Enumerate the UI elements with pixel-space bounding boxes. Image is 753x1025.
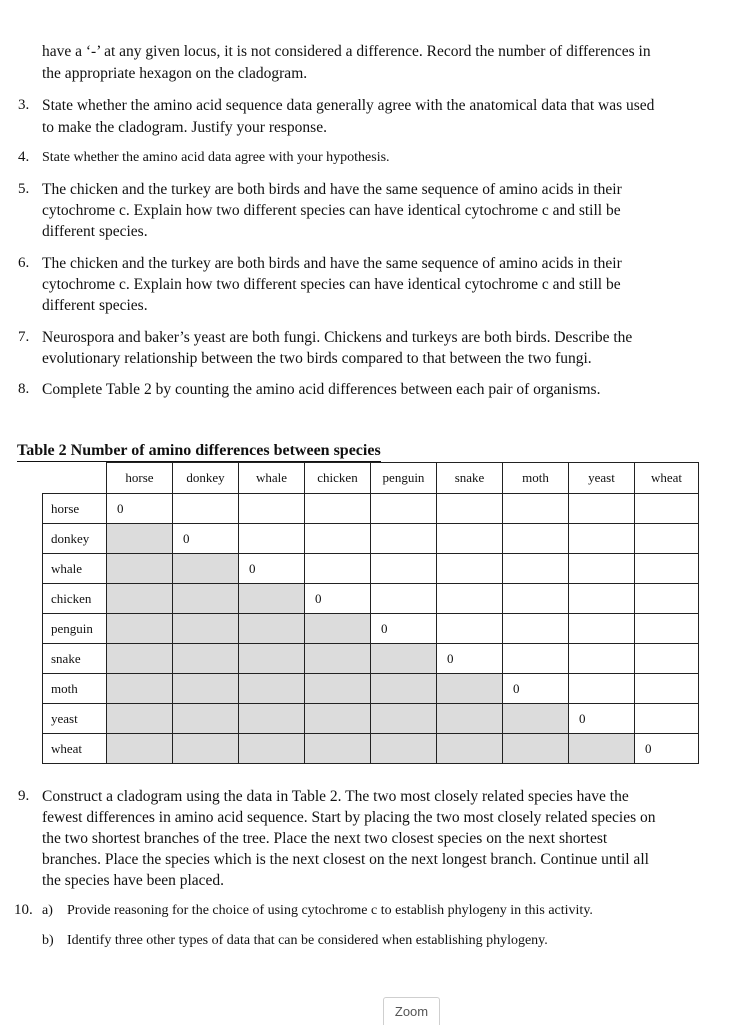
table-row [43,524,699,554]
row-header: wheat [43,734,107,764]
shaded-cell [239,614,305,644]
empty-answer-cell[interactable] [635,704,699,734]
question-9-line-1: Construct a cladogram using the data in Table 2. The two most closely related species have the [42,788,629,805]
shaded-cell [107,734,173,764]
empty-answer-cell[interactable] [173,494,239,524]
question-9-line-3: the two shortest branches of the tree. Place the next two closest species on the next shortest [42,830,608,847]
shaded-cell [107,674,173,704]
empty-answer-cell[interactable] [371,554,437,584]
empty-answer-cell[interactable] [569,524,635,554]
table-row [43,614,699,644]
empty-answer-cell[interactable] [371,524,437,554]
question-8-line-1: Complete Table 2 by counting the amino acid differences between each pair of organisms. [42,381,601,398]
table-row [43,584,699,614]
question-3-line-2: to make the cladogram. Justify your response. [42,119,327,136]
row-header: donkey [43,524,107,554]
table-title: Table 2 Number of amino differences between species [17,441,381,462]
diagonal-cell: 0 [107,494,173,524]
empty-answer-cell[interactable] [503,614,569,644]
question-5-line-3: different species. [42,223,148,240]
shaded-cell [305,704,371,734]
shaded-cell [371,704,437,734]
empty-answer-cell[interactable] [239,524,305,554]
empty-answer-cell[interactable] [371,584,437,614]
question-9-line-4: branches. Place the species which is the next closest on the next longest branch. Continue until all [42,851,649,868]
question-9-line-5: the species have been placed. [42,872,225,889]
shaded-cell [173,554,239,584]
shaded-cell [173,644,239,674]
empty-answer-cell[interactable] [569,494,635,524]
question-7-number: 7. [18,329,30,345]
column-header: snake [437,463,503,494]
shaded-cell [437,674,503,704]
diagonal-cell: 0 [437,644,503,674]
shaded-cell [371,644,437,674]
column-header: donkey [173,463,239,494]
intro-line-2: the appropriate hexagon on the cladogram. [42,65,308,82]
table-row [43,734,699,764]
shaded-cell [173,734,239,764]
empty-answer-cell[interactable] [635,554,699,584]
table-corner-cell [43,463,107,494]
question-8-number: 8. [18,381,30,397]
row-header: moth [43,674,107,704]
shaded-cell [173,704,239,734]
shaded-cell [239,734,305,764]
question-3-line-1: State whether the amino acid sequence data generally agree with the anatomical data that was used [42,97,655,114]
empty-answer-cell[interactable] [305,494,371,524]
table-header-row [43,463,699,494]
question-10a-text: Provide reasoning for the choice of using cytochrome c to establish phylogeny in this activity. [67,903,593,918]
shaded-cell [305,644,371,674]
shaded-cell [239,644,305,674]
diagonal-cell: 0 [173,524,239,554]
intro-line-1: have a ‘-’ at any given locus, it is not considered a difference. Record the number of differences in [42,43,651,60]
empty-answer-cell[interactable] [569,644,635,674]
table-row [43,674,699,704]
shaded-cell [173,674,239,704]
shaded-cell [107,614,173,644]
column-header: penguin [371,463,437,494]
shaded-cell [107,524,173,554]
shaded-cell [107,584,173,614]
question-10a-label: a) [42,903,53,918]
row-header: penguin [43,614,107,644]
empty-answer-cell[interactable] [437,614,503,644]
question-9-number: 9. [18,788,30,804]
empty-answer-cell[interactable] [635,614,699,644]
question-6-number: 6. [18,255,30,271]
row-header: yeast [43,704,107,734]
diagonal-cell: 0 [635,734,699,764]
empty-answer-cell[interactable] [635,674,699,704]
shaded-cell [173,614,239,644]
shaded-cell [107,704,173,734]
empty-answer-cell[interactable] [569,584,635,614]
row-header: snake [43,644,107,674]
shaded-cell [569,734,635,764]
question-5-number: 5. [18,181,30,197]
diagonal-cell: 0 [239,554,305,584]
empty-answer-cell[interactable] [305,524,371,554]
shaded-cell [371,674,437,704]
empty-answer-cell[interactable] [635,644,699,674]
shaded-cell [305,614,371,644]
shaded-cell [437,734,503,764]
empty-answer-cell[interactable] [305,554,371,584]
table-body [43,494,699,764]
row-header: whale [43,554,107,584]
question-5-line-2: cytochrome c. Explain how two different species can have identical cytochrome c and still be [42,202,621,219]
question-7-line-2: evolutionary relationship between the two birds compared to that between the two fungi. [42,350,592,367]
question-5-line-1: The chicken and the turkey are both birds and have the same sequence of amino acids in their [42,181,622,198]
table-row [43,494,699,524]
question-3-number: 3. [18,97,30,113]
empty-answer-cell[interactable] [437,554,503,584]
empty-answer-cell[interactable] [503,494,569,524]
zoom-button[interactable]: Zoom [383,997,440,1025]
question-6-line-1: The chicken and the turkey are both birds and have the same sequence of amino acids in their [42,255,622,272]
empty-answer-cell[interactable] [437,494,503,524]
question-4-number: 4. [18,149,30,165]
shaded-cell [305,734,371,764]
row-header: horse [43,494,107,524]
question-10-number: 10. [14,902,33,918]
table-row [43,644,699,674]
empty-answer-cell[interactable] [569,554,635,584]
empty-answer-cell[interactable] [503,584,569,614]
shaded-cell [173,584,239,614]
column-header: wheat [635,463,699,494]
shaded-cell [305,674,371,704]
empty-answer-cell[interactable] [569,614,635,644]
column-header: horse [107,463,173,494]
empty-answer-cell[interactable] [635,494,699,524]
empty-answer-cell[interactable] [239,494,305,524]
column-header: moth [503,463,569,494]
amino-differences-table [42,462,699,764]
empty-answer-cell[interactable] [371,494,437,524]
table-row [43,704,699,734]
question-10b-text: Identify three other types of data that can be considered when establishing phylogeny. [67,933,548,948]
question-4-line-1: State whether the amino acid data agree with your hypothesis. [42,150,390,165]
column-header: yeast [569,463,635,494]
shaded-cell [437,704,503,734]
empty-answer-cell[interactable] [503,644,569,674]
diagonal-cell: 0 [305,584,371,614]
shaded-cell [239,584,305,614]
row-header: chicken [43,584,107,614]
shaded-cell [239,674,305,704]
empty-answer-cell[interactable] [437,524,503,554]
empty-answer-cell[interactable] [635,584,699,614]
question-9-line-2: fewest differences in amino acid sequence. Start by placing the two most closely related species on [42,809,656,826]
question-7-line-1: Neurospora and baker’s yeast are both fungi. Chickens and turkeys are both birds. Describe the [42,329,633,346]
question-10b-label: b) [42,933,54,948]
shaded-cell [503,734,569,764]
empty-answer-cell[interactable] [569,674,635,704]
question-6-line-3: different species. [42,297,148,314]
empty-answer-cell[interactable] [437,584,503,614]
diagonal-cell: 0 [503,674,569,704]
shaded-cell [371,734,437,764]
empty-answer-cell[interactable] [503,554,569,584]
question-6-line-2: cytochrome c. Explain how two different species can have identical cytochrome c and still be [42,276,621,293]
shaded-cell [107,644,173,674]
diagonal-cell: 0 [569,704,635,734]
empty-answer-cell[interactable] [635,524,699,554]
shaded-cell [503,704,569,734]
column-header: whale [239,463,305,494]
shaded-cell [239,704,305,734]
table-row [43,554,699,584]
column-header: chicken [305,463,371,494]
diagonal-cell: 0 [371,614,437,644]
empty-answer-cell[interactable] [503,524,569,554]
shaded-cell [107,554,173,584]
